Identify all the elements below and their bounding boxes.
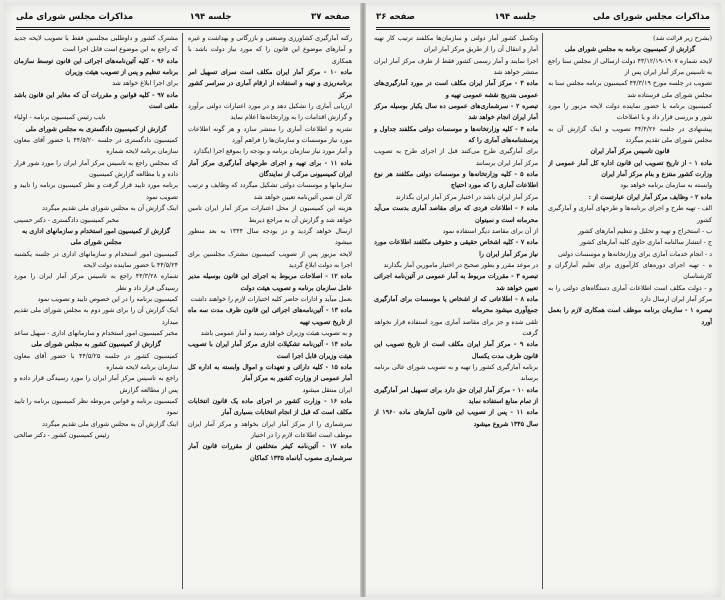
- paragraph: برنامه مورد تایید قرار گرفت و نظر کمیسیون برنامه را تایید و تصویب نمود: [14, 182, 178, 201]
- paragraph: ماده ۱۰ - مرکز آمار ایران مکلف است سرای تسهیل امر برنامه‌ریزی و تهیه و استفاده از ارقام آماری در سراسر کشور مرکز: [188, 69, 352, 99]
- paragraph: ماده ۲ - وظایف مرکز آمار ایران عبارتست از :: [588, 193, 712, 201]
- page-number: صفحه ۳۶: [376, 12, 415, 22]
- paragraph: ماده ۱ - از تاریخ تصویب این قانون اداره کل آمار عمومی از وزارت کشور منتزع و بنام مرکز آمار ایران: [548, 159, 712, 179]
- paragraph: ماده ۱۲ - اصلاحات مربوط به اجرای این قانون بوسیله مدیر عامل سازمان برنامه و تصویب هیئت دولت: [188, 273, 352, 292]
- paragraph: تبصره ۳ - مقررات مربوط به آمار عمومی در آئین‌نامه اجرائی تعیین خواهد شد: [374, 273, 538, 292]
- paragraph: د - انجام خدمات آماری برای وزارتخانه‌ها و موسسات دولتی: [558, 250, 712, 258]
- paragraph: گزارش از کمیسیون امور استخدام و سازمانهای اداری به مجلس شورای ملی: [21, 227, 171, 247]
- paragraph: ماده ۱۱ - پس از تصویب این قانون آمارهای ماده ۱۹۶۰ از سال ۱۳۴۵ شروع میشود: [374, 409, 538, 428]
- paragraph: ماده ۶ - اطلاعات فردی که برای مقاصد آماری بدست می‌آید محرمانه است و نمیتوان: [374, 205, 538, 224]
- text-column-left: [374, 33, 538, 589]
- paragraph: سازمانها و موسسات دولتی تشکیل میگردد که وظایف و ترتیب کار آن ضمن آئین‌نامه تعیین خواهد شد: [188, 182, 352, 201]
- paragraph: ماده ۹۶ - کلیه آئین‌نامه‌های اجرائی این قانون توسط سازمان برنامه تنظیم و پس از تصویب هیئت وزیران: [14, 57, 178, 77]
- paragraph: کمیسیون دادگستری در جلسه ۴۴/۵/۲۰ با حضور آقای معاون سازمان برنامه لایحه شماره: [14, 137, 178, 156]
- session-number: جلسه ۱۹۴: [189, 12, 232, 22]
- text-column-right: [548, 33, 712, 589]
- paragraph: برای اجرا ابلاغ خواهد شد: [112, 80, 178, 88]
- paragraph: ب - استخراج و تهیه و تحلیل و تنظیم آمارهای کشور: [577, 227, 712, 235]
- paragraph: و آمار مورد نیاز سازمان برنامه و بودجه را بموقع اجرا ایگذارد: [193, 148, 352, 156]
- paragraph: وابسته به سازمان برنامه خواهد بود: [620, 182, 712, 190]
- paragraph: کمیسیون برنامه را در این خصوص تایید و تصویب نمود: [37, 295, 178, 303]
- running-title: مذاکرات مجلس شورای ملی: [16, 12, 134, 22]
- paragraph: سرشماری را از مرکز آمار ایران بخواهد و مرکز آمار ایران موظف است اطلاعات لازم را در اختیار: [188, 420, 352, 440]
- paragraph: الف - تهیه طرح و اجرای برنامه‌ها و طرحهای آماری و آمارگیری کشور: [548, 205, 712, 224]
- paragraph: کمیسیون امور استخدام و سازمانهای اداری در جلسه یکشنبه ۴۴/۵/۲۴ با حضور نماینده دولت لایحه: [14, 250, 178, 269]
- paragraph: تبصره ۲ - سرشماری‌های عمومی ده سال یکبار بوسیله مرکز آمار ایران انجام خواهد شد: [374, 103, 538, 122]
- paragraph: ماده ۱۱ - برای تهیه و اجرای طرحهای آمارگیری مرکز آمار ایران کمیسیونی مرکب از نمایندگان: [188, 159, 352, 179]
- paragraph: کمیسیون کشور در جلسه ۴۴/۵/۲۵ با حضور آقای معاون سازمان برنامه لایحه شماره: [14, 352, 178, 371]
- page-number: صفحه ۳۷: [311, 12, 350, 22]
- paragraph: ماده ۱۳ - آئین‌نامه‌های اجرائی این قانون ظرف مدت سه ماه از تاریخ تصویب تهیه: [188, 307, 352, 326]
- paragraph: در موعد مقرر و بطور صحیح در اختیار مامورین آمار بگذارند: [383, 261, 538, 269]
- paragraph: برای آمارگیری طرح می‌کنند قبل از اجرای طرح به تصویب مرکز آمار ایران برسانند: [374, 148, 538, 167]
- paragraph: ارزیابی آماری را تشکیل دهد و در مورد اعتبارات دولتی برآورد و گزارش اقدامات را به وزارتخانه‌ها اعلام نماید: [188, 103, 352, 122]
- paragraph: گزارش از کمیسیون کشور به مجلس شورای ملی: [31, 341, 161, 349]
- text-column-left: [14, 33, 178, 589]
- paragraph: تبصره ۱ - سازمان برنامه موظف است همکاری لازم را بعمل آورد: [548, 307, 712, 326]
- paragraph: گزارش از کمیسیون دادگستری به مجلس شورای ملی: [25, 125, 167, 133]
- running-title: مذاکرات مجلس شورای ملی: [592, 12, 710, 22]
- paragraph: ماده ۱۷ - آئین‌نامه کیفر متخلفین از مقررات قانون آمار سرشماری مصوب آبانماه ۱۳۳۵ کماکان: [188, 443, 352, 462]
- page-36: [370, 3, 716, 597]
- paragraph: از آن برای مقاصد دیگر استفاده نمود: [442, 227, 538, 235]
- paragraph: ایران منتقل میشود: [302, 386, 352, 394]
- paragraph: شماره ۴۴/۳/۲۸ راجع به تاسیس مرکز آمار ایران را مورد رسیدگی قرار داد و نظر: [14, 273, 178, 292]
- session-number: جلسه ۱۹۴: [494, 12, 537, 22]
- paragraph: قانون تاسیس مرکز آمار ایران: [590, 148, 670, 156]
- paragraph: هزینه این کمیسیون از محل اعتبارات مرکز آمار ایران تامین خواهد شد و گزارش آن به مراجع ذیربط: [188, 205, 352, 224]
- paragraph: کمیسیون برنامه با حضور نماینده دولت لایحه مزبور را مورد شور و بررسی قرار داد و با اصلاحات: [548, 103, 712, 122]
- paragraph: مرکز آمار ایران باشد در اختیار مرکز آمار ایران بگذارند: [395, 193, 538, 201]
- paragraph: ماده ۳ - مرکز آمار ایران مکلف است در مورد آمارگیری‌های عمومی بتدریج نقشه عمومی تهیه و: [374, 80, 538, 99]
- paragraph: رکنه آمارگیری کشاورزی وصنعتی و بازرگانی و بهداشت و غیره و آمارهای موضوع این قانون را که مورد نیاز دولت باشد با همکاری: [188, 35, 352, 65]
- column-divider: [182, 33, 183, 589]
- paragraph: ه - تهیه اجرای دوره‌های کارآموزی برای تعلیم آمارگران و کارشناسان: [548, 261, 712, 281]
- paragraph: اینک گزارش آن را برای شور دوم به مجلس شورای ملی تقدیم میدارد: [14, 307, 178, 326]
- paragraph: برنامه آمارگیری کشور را تهیه و به تصویب شورای عالی برنامه برساند: [374, 363, 538, 383]
- paragraph: که بمجلس راجع به تاسیس مرکز آمار ایران را مورد شور قرار داده و با مطالعه گزارش کمیسیون: [14, 159, 178, 179]
- paragraph: تصویب در جلسه مورخ ۴۴/۳/۱۹ کمیسیون برنامه مجلس سنا به مجلس شورای ملی فرستاده شد: [548, 80, 712, 99]
- paragraph: ماده ۱۵ - کلیه دارائی و تعهدات و اموال وابسته به اداره کل آمار عمومی از وزارت کشور به مرکز آمار: [188, 363, 352, 383]
- paragraph: ماده ۸ - اطلاعاتی که از اشخاص یا موسسات برای آمارگیری جمع‌آوری میشود محرمانه: [374, 295, 538, 315]
- paragraph: ماده ۴ - کلیه وزارتخانه‌ها و موسسات دولتی مکلفند جداول و پرسشنامه‌های آماری را که: [374, 125, 538, 145]
- book-gutter: [360, 3, 366, 597]
- book-spread: [4, 3, 721, 597]
- header-rule: [376, 27, 710, 30]
- paragraph: نشریه و اطلاعات آماری را منتشر سازد و هر گونه اطلاعات مورد نیاز موسسات و سازمان‌ها را فراهم آورد: [188, 125, 352, 145]
- paragraph: رئیس کمیسیون کشور - دکتر صالحی: [14, 432, 110, 440]
- paragraph: لایحه مزبور پس از تصویب کمیسیون مشترک مجلسین برای اجرا به دولت ابلاغ گردید: [188, 250, 352, 269]
- paragraph: ماده ۱۴ - آئین‌نامه تشکیلات اداری مرکز آمار ایران با تصویب هیئت وزیران قابل اجرا است: [188, 341, 352, 360]
- paragraph: لایحه شماره ۱۹۰۷-۴۳/۱۲/۱۹ دولت ارسالی از مجلس سنا راجع به تاسیس مرکز آمار ایران پس از: [548, 57, 712, 77]
- paragraph: اجرا نمایند و آمار رسمی کشور فقط از طرف مرکز آمار ایران منتشر خواهد شد: [374, 57, 538, 77]
- paragraph: ماده ۱۰ - مرکز آمار ایران حق دارد برای تسهیل امر آمارگیری از تمام منابع استفاده نماید: [374, 386, 538, 405]
- paragraph: ماده ۷ - کلیه اشخاص حقیقی و حقوقی مکلفند اطلاعات مورد نیاز مرکز آمار ایران را: [374, 239, 538, 258]
- paragraph: ماده ۹ - مرکز آمار ایران مکلف است از تاریخ تصویب این قانون ظرف مدت یکسال: [374, 341, 538, 360]
- paragraph: مخبر کمیسیون امور استخدام و سازمانهای اداری - سهیل ساعد: [14, 329, 178, 337]
- paragraph: تلقی شده و جز برای مقاصد آماری مورد استفاده قرار نخواهد گرفت: [374, 318, 538, 337]
- paragraph: نایب رئیس کمیسیون برنامه - اولیاء: [14, 114, 106, 122]
- paragraph: پیشنهادی در جلسه ۴۴/۴/۲۶ تصویب و اینک گزارش آن به مجلس شورای ملی تقدیم میگردد: [548, 125, 712, 145]
- page-header: [376, 9, 710, 25]
- paragraph: ج - انتشار سالنامه آماری حاوی کلیه آمارهای کشور: [579, 239, 712, 247]
- paragraph: اینک گزارش آن به مجلس شورای ملی تقدیم میگردد: [41, 420, 178, 428]
- paragraph: گزارش از کمیسیون برنامه به مجلس شورای ملی: [564, 46, 696, 54]
- paragraph: و به تصویب هیئت وزیران خواهد رسید و آمار عمومی باشد: [200, 329, 352, 337]
- paragraph: اینک گزارش آن به مجلس شورای ملی تقدیم میگردد: [41, 205, 178, 213]
- text-column-right: [188, 33, 352, 589]
- page-37: [10, 3, 356, 597]
- header-rule: [16, 27, 350, 30]
- paragraph: ماده ۹۷ - کلیه قوانین و مقررات آن که مغایر این قانون باشد ملغی است: [14, 91, 178, 111]
- paragraph: مخبر کمیسیون دادگستری - دکتر حسینی: [14, 216, 119, 224]
- page-header: [16, 9, 350, 25]
- paragraph: مشترک کشور و داوطلبی مجلسین فقط با تصویب لایحه جدید که راجع به این موضوع است قابل اجرا است: [14, 35, 178, 54]
- paragraph: ماده ۱۶ - وزارت کشور در اجرای ماده یک قانون انتخابات مکلف است که قبل از انجام انتخابات بسیاری آمار: [188, 398, 352, 417]
- column-divider: [542, 33, 543, 589]
- paragraph: (بشرح زیر قرائت شد): [653, 35, 712, 42]
- paragraph: بعمل میآید و ادارات حاضر کلیه اختیارات لازم را خواهند داشت: [190, 295, 352, 303]
- paragraph: راجع به تاسیس مرکز آمار ایران را مورد رسیدگی قرار داده و پس از مطالعه گزارش: [14, 375, 178, 394]
- paragraph: ارسال خواهد گردید و در بودجه سال ۱۳۴۴ به بعد منظور میشود: [188, 227, 352, 247]
- paragraph: کمیسیون برنامه و قوانین مربوطه نظر کمیسیون برنامه را تایید نمود: [14, 398, 178, 417]
- paragraph: و - دولت مکلف است اطلاعات آماری دستگاه‌های دولتی را به مرکز آمار ایران ارسال دارد: [548, 284, 712, 303]
- paragraph: ماده ۵ - کلیه وزارتخانه‌ها و موسسات دولتی مکلفند هر نوع اطلاعات آماری را که مورد احتیاج: [374, 171, 538, 190]
- paragraph: وتکمیل کشور آمار دولتی و سازمان‌ها مکلفند ترتیب کار تهیه آمار و انتقال آن را از طریق مرکز آمار ایران: [374, 35, 538, 54]
